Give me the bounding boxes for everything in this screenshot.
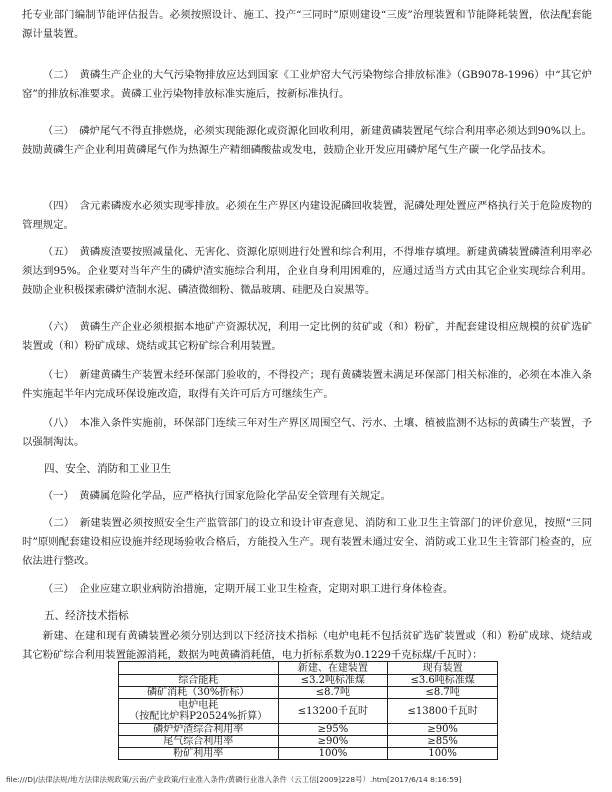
row-label: 磷矿消耗（30%折标） bbox=[119, 687, 279, 699]
section-4-paragraph-1: （一） 黄磷属危险化学品，应严格执行国家危险化学品安全管理有关规定。 bbox=[42, 490, 391, 502]
section-4-heading: 四、安全、消防和工业卫生 bbox=[44, 463, 172, 475]
economic-indicator-table bbox=[118, 661, 498, 760]
paragraph-3-tail-gas: （三） 磷炉尾气不得直排燃烧，必须实现能源化或资源化回收利用，新建黄磷装置尾气综合利用率必须达到90%以上。鼓励黄磷生产企业利用黄磷尾气作为热源生产精细磷酸盐或发电，鼓励企业开发应用磷炉尾气生产碳一化学品技术。 bbox=[22, 125, 592, 156]
row-value-existing: ≥90% bbox=[388, 724, 498, 736]
table-header-new: 新建、在建装置 bbox=[278, 662, 388, 675]
row-label bbox=[119, 699, 279, 724]
row-value-new: ≤8.7吨 bbox=[278, 687, 388, 699]
row-label-sub: （按配比炉料P20524%折算） bbox=[129, 711, 268, 722]
table-header-empty bbox=[119, 662, 279, 675]
row-value-new: 100% bbox=[278, 748, 388, 760]
paragraph-4-wastewater: （四） 含元素磷废水必须实现零排放。必须在生产界区内建设泥磷回收装置，泥磷处理处置应严格执行关于危险废物的管理规定。 bbox=[22, 200, 592, 231]
row-label: 粉矿利用率 bbox=[119, 748, 279, 760]
table-header-row bbox=[119, 662, 498, 675]
section-5-intro: 新建、在建和现有黄磷装置必须分别达到以下经济技术指标（电炉电耗不包括贫矿选矿装置或（和）粉矿成球、烧结或其它粉矿综合利用装置能源消耗，数据为吨黄磷消耗值，电力折标系数为0.1229千克标煤/千瓦时）： bbox=[22, 630, 592, 661]
table-row bbox=[119, 699, 498, 724]
section-5-heading: 五、经济技术指标 bbox=[44, 610, 129, 622]
row-value-existing: ≤3.6吨标准煤 bbox=[388, 675, 498, 687]
paragraph-8-elimination: （八） 本准入条件实施前，环保部门连续三年对生产界区周围空气、污水、土壤、植被监测不达标的黄磷生产装置，予以强制淘汰。 bbox=[22, 417, 592, 448]
row-label: 尾气综合利用率 bbox=[119, 736, 279, 748]
table-row bbox=[119, 675, 498, 687]
paragraph-5-slag: （五） 黄磷废渣要按照减量化、无害化、资源化原则进行处置和综合利用，不得堆存填埋。新建黄磷装置磷渣利用率必须达到95%。企业要对当年产生的磷炉渣实施综合利用，企业自身利用困难的，应通过适当方式由其它企业实现综合利用。鼓励企业积极探索磷炉渣制水泥、磷渣微细粉、微晶玻璃、硅肥及白炭黑等。 bbox=[22, 246, 592, 296]
paragraph-6-ore: （六） 黄磷生产企业必须根据本地矿产资源状况，利用一定比例的贫矿或（和）粉矿，并配套建设相应规模的贫矿选矿装置或（和）粉矿成球、烧结或其它粉矿综合利用装置。 bbox=[22, 321, 592, 352]
table-row bbox=[119, 748, 498, 760]
row-value-existing: ≤8.7吨 bbox=[388, 687, 498, 699]
row-value-existing: ≥85% bbox=[388, 736, 498, 748]
row-label-main: 电炉电耗 bbox=[178, 700, 219, 711]
row-value-new: ≤13200千瓦时 bbox=[278, 699, 388, 724]
row-value-existing: ≤13800千瓦时 bbox=[388, 699, 498, 724]
row-value-new: ≥90% bbox=[278, 736, 388, 748]
file-path-footer: file:///D|/法律法规/地方法律法规政策/云南/产业政策/行业准入条件/黄磷行业准入条件（云工信[2009]228号）.htm[2017/6/14 8:16:59] bbox=[6, 775, 462, 784]
table-row bbox=[119, 687, 498, 699]
row-value-new: ≤3.2吨标准煤 bbox=[278, 675, 388, 687]
section-4-paragraph-3: （三） 企业应建立职业病防治措施，定期开展工业卫生检查，定期对职工进行身体检查。 bbox=[42, 583, 454, 595]
paragraph-continuation: 托专业部门编制节能评估报告。必须按照设计、施工、投产“三同时”原则建设“三废”治理装置和节能降耗装置，依法配套能源计量装置。 bbox=[22, 9, 592, 40]
table-row bbox=[119, 724, 498, 736]
paragraph-7-acceptance: （七） 新建黄磷生产装置未经环保部门验收的，不得投产；现有黄磷装置未满足环保部门相关标准的，必须在本准入条件实施起半年内完成环保设施改造，取得有关许可后方可继续生产。 bbox=[22, 369, 592, 400]
row-value-existing: 100% bbox=[388, 748, 498, 760]
table-row bbox=[119, 736, 498, 748]
table-header-existing: 现有装置 bbox=[388, 662, 498, 675]
row-value-new: ≥95% bbox=[278, 724, 388, 736]
row-label: 综合能耗 bbox=[119, 675, 279, 687]
paragraph-2-air-emission: （二） 黄磷生产企业的大气污染物排放应达到国家《工业炉窑大气污染物综合排放标准》（GB9078-1996）中“其它炉窑”的排放标准要求。黄磷工业污染物排放标准实施后，按新标准执行。 bbox=[22, 69, 592, 100]
row-label: 磷炉炉渣综合利用率 bbox=[119, 724, 279, 736]
section-4-paragraph-2: （二） 新建装置必须按照安全生产监管部门的设立和设计审查意见、消防和工业卫生主管部门的评价意见，按照“三同时”原则配套建设相应设施并经现场验收合格后，方能投入生产。现有装置未通过安全、消防或工业卫生主管部门检查的，应依法进行整改。 bbox=[22, 517, 592, 567]
